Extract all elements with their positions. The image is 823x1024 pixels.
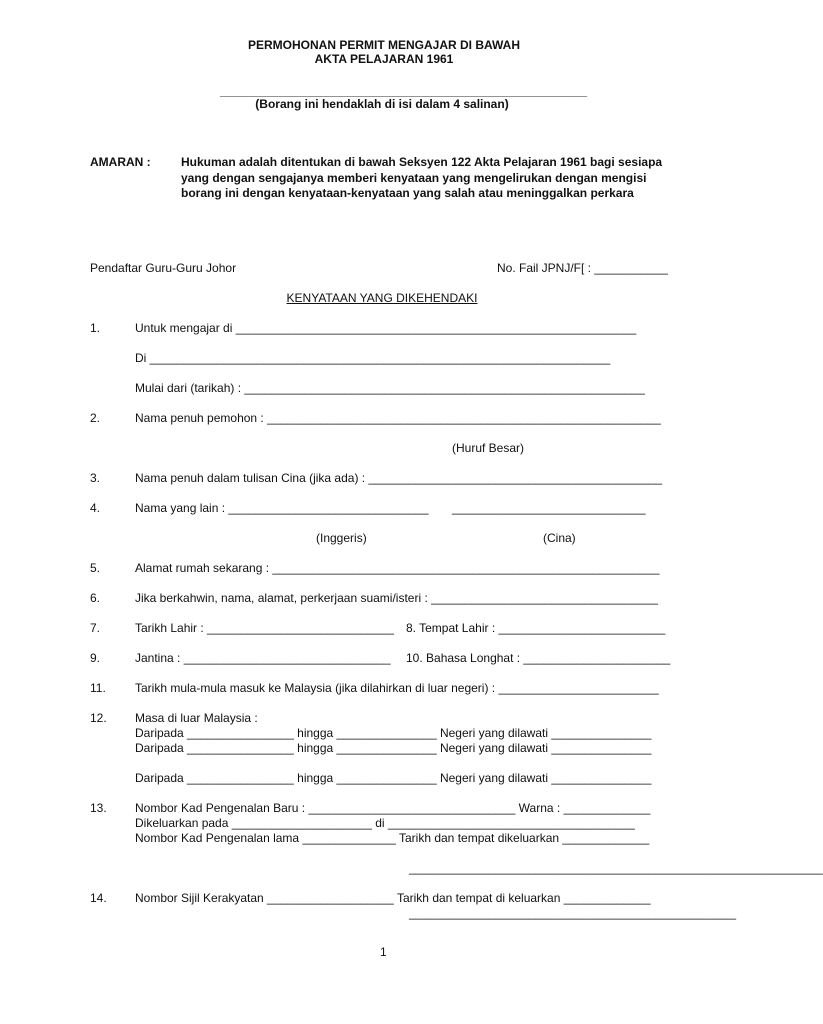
item-number: 5. [90, 561, 101, 575]
warning-label: AMARAN : [90, 155, 151, 169]
form-title-line-2: AKTA PELAJARAN 1961 [314, 52, 454, 66]
copies-note: (Borang ini hendaklah di isi dalam 4 salinan) [255, 97, 509, 111]
gender-field[interactable]: Jantina : _______________________________ [135, 651, 391, 665]
item-number: 9. [90, 651, 101, 665]
abroad-period-row[interactable]: Daripada ________________ hingga _______________ Negeri yang dilawati _______________ [135, 771, 652, 785]
time-abroad-label: Masa di luar Malaysia : [135, 711, 258, 725]
item-number: 12. [90, 711, 107, 725]
chinese-name-field[interactable]: Nama penuh dalam tulisan Cina (jika ada) : ____________________________________________ [135, 471, 663, 485]
item-number: 11. [90, 681, 106, 695]
citizenship-cert-field[interactable]: Nombor Sijil Kerakyatan ___________________ Tarikh dan tempat di keluarkan _____________ [135, 891, 651, 905]
ic-issued-field[interactable]: Dikeluarkan pada _____________________ di _____________________________________ [135, 816, 635, 830]
malaysia-entry-date-field[interactable]: Tarikh mula-mula masuk ke Malaysia (jika dilahirkan di luar negeri) : ________________________ [135, 681, 659, 695]
other-name-chinese-field[interactable]: _____________________________ [452, 501, 646, 515]
other-name-english-field[interactable]: Nama yang lain : ______________________________ [135, 501, 429, 515]
registrar-label: Pendaftar Guru-Guru Johor [90, 261, 237, 275]
abroad-period-row[interactable]: Daripada ________________ hingga _______________ Negeri yang dilawati _______________ [135, 726, 652, 740]
section-title: KENYATAAN YANG DIKEHENDAKI [286, 291, 478, 305]
chinese-hint: (Cina) [543, 531, 576, 545]
item-number: 3. [90, 471, 101, 485]
spouse-details-field[interactable]: Jika berkahwin, nama, alamat, perkerjaan suami/isteri : __________________________________ [135, 591, 659, 605]
item-number: 13. [90, 801, 107, 815]
home-address-field[interactable]: Alamat rumah sekarang : __________________________________________________________ [135, 561, 660, 575]
new-ic-field[interactable]: Nombor Kad Pengenalan Baru : _______________________________ Warna : _____________ [135, 801, 651, 815]
birth-date-field[interactable]: Tarikh Lahir : ____________________________ [135, 621, 394, 635]
item-number: 2. [90, 411, 101, 425]
dialect-field[interactable]: 10. Bahasa Longhat : ______________________ [406, 651, 671, 665]
full-name-field[interactable]: Nama penuh pemohon : ___________________________________________________________ [135, 411, 661, 425]
page-number: 1 [380, 945, 387, 959]
teach-at-field[interactable]: Untuk mengajar di ____________________________________________________________ [135, 321, 637, 335]
location-field[interactable]: Di _____________________________________________________________________ [135, 351, 611, 365]
old-ic-extra-line[interactable]: ______________________________________________________________ [409, 861, 823, 875]
item-number: 14. [90, 891, 107, 905]
item-number: 7. [90, 621, 101, 635]
header-rule: _______________________________________________________ [220, 84, 588, 98]
citizenship-extra-line[interactable]: _________________________________________________ [409, 906, 737, 920]
abroad-period-row[interactable]: Daripada ________________ hingga _______________ Negeri yang dilawati _______________ [135, 741, 652, 755]
old-ic-field[interactable]: Nombor Kad Pengenalan lama ______________ Tarikh dan tempat dikeluarkan _____________ [135, 831, 650, 845]
start-date-field[interactable]: Mulai dari (tarikah) : ____________________________________________________________ [135, 381, 645, 395]
file-number-field[interactable]: No. Fail JPNJ/F[ : ___________ [497, 261, 668, 275]
item-number: 6. [90, 591, 101, 605]
uppercase-hint: (Huruf Besar) [452, 441, 525, 455]
form-title-line-1: PERMOHONAN PERMIT MENGAJAR DI BAWAH [247, 38, 520, 52]
item-number: 1. [90, 321, 101, 335]
birth-place-field[interactable]: 8. Tempat Lahir : _________________________ [406, 621, 666, 635]
item-number: 4. [90, 501, 101, 515]
english-hint: (Inggeris) [316, 531, 367, 545]
warning-text: Hukuman adalah ditentukan di bawah Seksyen 122 Akta Pelajaran 1961 bagi sesiapa yang dengan sengajanya memberi kenyataan yang mengelirukan dengan mengisi borang ini dengan kenyataan-kenyataan yang salah atau meninggalkan perkara [181, 155, 663, 200]
